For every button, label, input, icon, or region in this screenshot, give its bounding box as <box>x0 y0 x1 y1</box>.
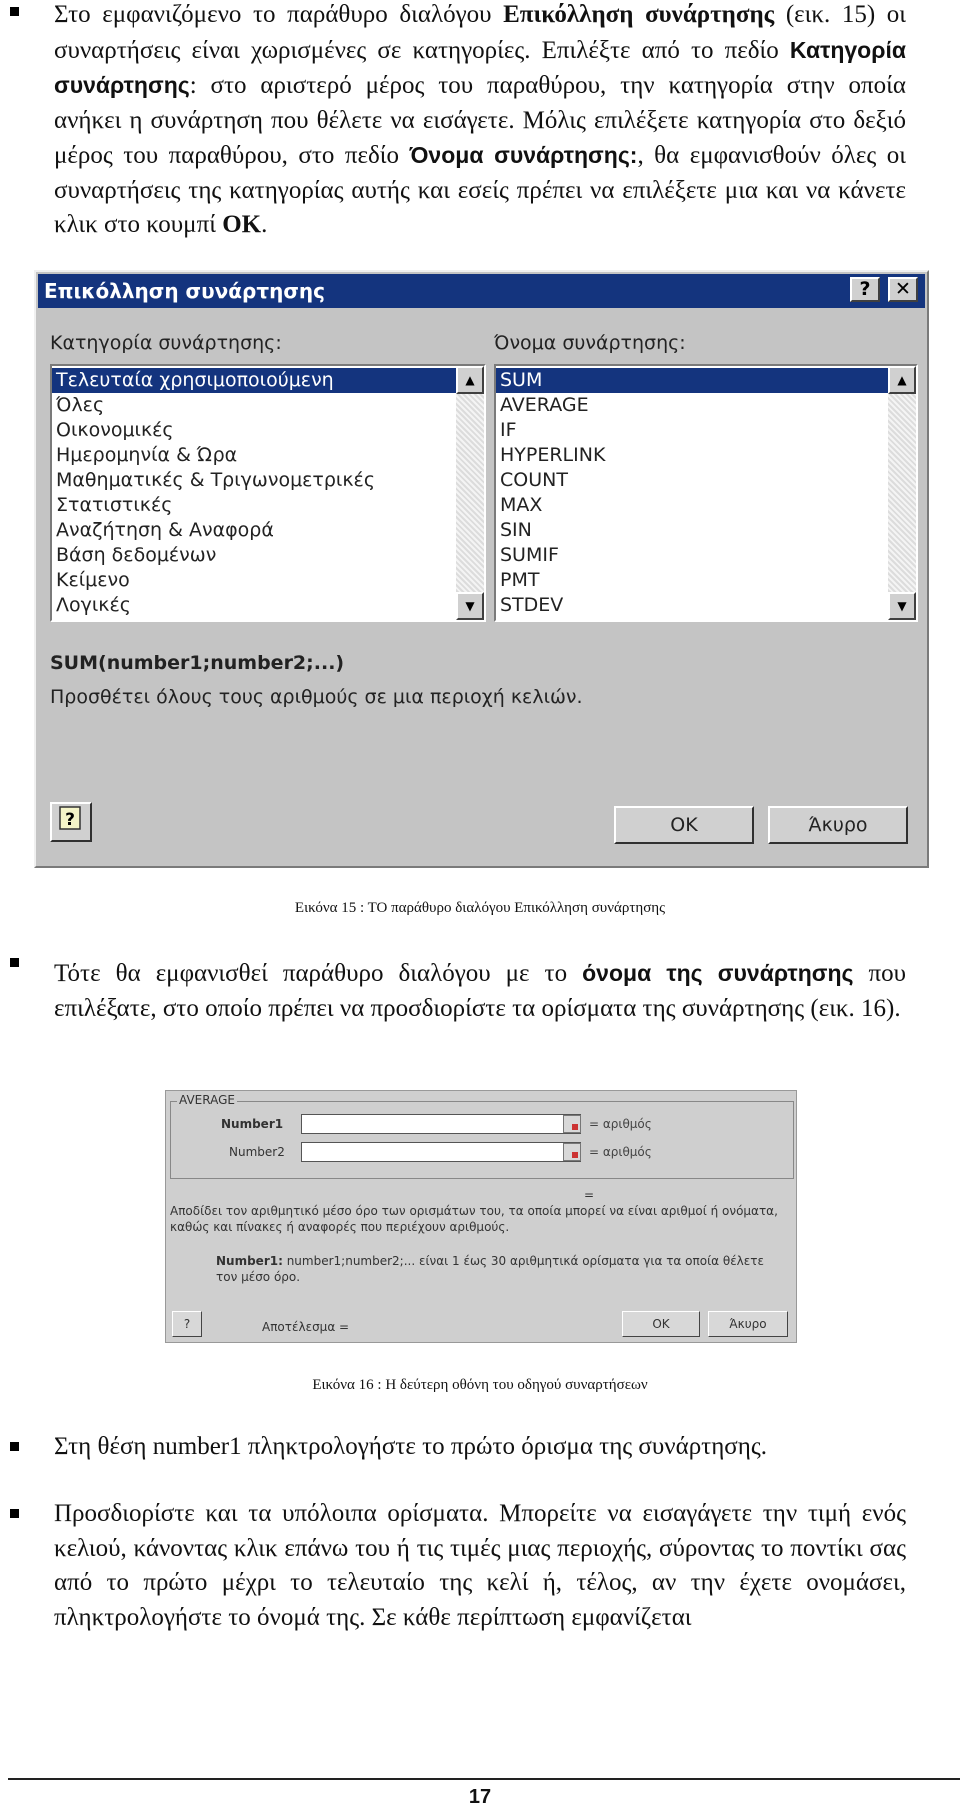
number1-label: Number1 <box>221 1117 284 1131</box>
number2-result: = αριθμός <box>589 1145 652 1159</box>
function-list-item[interactable]: STDEV <box>500 594 564 616</box>
function-list-item[interactable]: SUMIF <box>500 544 559 566</box>
category-list-item[interactable]: Στατιστικές <box>56 494 173 516</box>
function-name-label: Όνομα συνάρτησης: <box>494 332 686 354</box>
category-list-item[interactable]: Τελευταία χρησιμοποιούμενη <box>52 368 456 393</box>
paste-function-dialog <box>34 270 929 868</box>
group-title: AVERAGE <box>179 1093 235 1107</box>
function-list-item[interactable]: MAX <box>500 494 543 516</box>
arguments-group <box>170 1093 794 1179</box>
collapse-dialog-icon[interactable] <box>563 1143 581 1161</box>
category-listbox[interactable] <box>50 364 486 622</box>
help-question-icon <box>56 804 86 834</box>
para1-bold-4: ΟΚ <box>222 211 262 238</box>
scroll-down-icon[interactable]: ▼ <box>888 592 916 620</box>
function-arguments-dialog <box>165 1090 797 1343</box>
function-description: Προσθέτει όλους τους αριθμούς σε μια περιοχή κελιών. <box>50 686 583 708</box>
ok-button[interactable]: OK <box>614 806 754 844</box>
para1-text-4: , θα εμφανισθούν όλες οι συναρτήσεις της κατηγορίας αυτής και εσείς πρέπει να επιλέξετε μια και να κάνετε κλικ στο κουμπί <box>54 142 906 238</box>
para1-bold-3: Όνομα συνάρτησης: <box>409 142 638 168</box>
number1-input[interactable] <box>301 1114 581 1134</box>
scroll-up-icon[interactable]: ▲ <box>456 366 484 394</box>
close-titlebar-button[interactable]: ✕ <box>888 277 918 302</box>
function-list-item[interactable]: SUM <box>496 368 888 393</box>
bullet-2 <box>10 958 19 967</box>
function-list-item[interactable]: HYPERLINK <box>500 444 606 466</box>
cancel-button[interactable]: Άκυρο <box>708 1311 788 1337</box>
scroll-down-icon[interactable]: ▼ <box>456 592 484 620</box>
category-list-item[interactable]: Όλες <box>56 394 105 416</box>
category-list-item[interactable]: Μαθηματικές & Τριγωνομετρικές <box>56 469 375 491</box>
collapse-dialog-icon[interactable] <box>563 1115 581 1133</box>
para1-text-2: (εικ. 15) οι συναρτήσεις είναι χωρισμένες σε κατηγορίες. Επιλέξτε από το πεδίο <box>54 1 906 64</box>
function-list <box>496 368 888 618</box>
cancel-button[interactable]: Άκυρο <box>768 806 908 844</box>
para1-text-1: Στο εμφανιζόμενο το παράθυρο διαλόγου <box>54 1 504 28</box>
function-name-listbox[interactable] <box>494 364 918 622</box>
function-list-item[interactable]: SIN <box>500 519 532 541</box>
para2-text-1: Τότε θα εμφανισθεί παράθυρο διαλόγου με το <box>54 960 583 987</box>
number2-label: Number2 <box>229 1145 285 1159</box>
dialog-titlebar <box>38 274 925 308</box>
total-equals: = <box>584 1188 595 1202</box>
function-scrollbar[interactable] <box>888 366 916 620</box>
category-list-item[interactable]: Κείμενο <box>56 569 130 591</box>
paragraph-3: Στη θέση number1 πληκτρολογήστε το πρώτο όρισμα της συνάρτησης. <box>54 1433 767 1460</box>
category-list-item[interactable]: Λογικές <box>56 594 131 616</box>
para1-text-5: . <box>261 211 268 238</box>
category-list-item[interactable]: Βάση δεδομένων <box>56 544 217 566</box>
figure-16-caption: Εικόνα 16 : Η δεύτερη οθόνη του οδηγού συναρτήσεων <box>312 1377 648 1393</box>
dialog-title: Επικόλληση συνάρτησης <box>44 279 325 303</box>
paragraph-4: Προσδιορίστε και τα υπόλοιπα ορίσματα. Μπορείτε να εισαγάγετε την τιμή ενός κελιού, κάνοντας κλικ επάνω του ή τις τιμές μιας περιοχής, σύροντας το ποντίκι σας από το πρώτο μέχρι το τελευταίο της κελί ή, τέλος, αν την έχετε ονομάσει, πληκτρολογήστε το όνομά της. Σε κάθε περίπτωση εμφανίζεται <box>54 1500 906 1631</box>
paragraph-1 <box>54 0 906 243</box>
function-description: Αποδίδει τον αριθμητικό μέσο όρο των ορισμάτων του, τα οποία μπορεί να είναι αριθμοί ή ονόματα, καθώς και πίνακες ή αναφορές που περιέχουν αριθμούς. <box>170 1204 778 1234</box>
number2-input[interactable] <box>301 1142 581 1162</box>
argument-description: number1;number2;... είναι 1 έως 30 αριθμητικά ορίσματα για τα οποία θέλετε τον μέσο όρο. <box>216 1254 764 1284</box>
ok-button[interactable]: OK <box>622 1311 700 1337</box>
function-list-item[interactable]: COUNT <box>500 469 568 491</box>
number1-result: = αριθμός <box>589 1117 652 1131</box>
category-list <box>52 368 456 618</box>
bullet-1 <box>10 7 19 16</box>
category-list-item[interactable]: Ημερομηνία & Ώρα <box>56 444 238 466</box>
category-list-item[interactable]: Αναζήτηση & Αναφορά <box>56 519 274 541</box>
result-label: Αποτέλεσμα = <box>262 1320 350 1334</box>
bullet-4 <box>10 1509 19 1518</box>
help-button[interactable]: ? <box>172 1311 202 1337</box>
bullet-3 <box>10 1442 19 1451</box>
category-list-item[interactable]: Οικονομικές <box>56 419 174 441</box>
function-list-item[interactable]: AVERAGE <box>500 394 589 416</box>
footer-rule <box>8 1778 960 1780</box>
category-scrollbar[interactable] <box>456 366 484 620</box>
scroll-up-icon[interactable]: ▲ <box>888 366 916 394</box>
para2-text-2: που επιλέξατε, στο οποίο πρέπει να προσδιορίστε τα ορίσματα της συνάρτησης (εικ. 16). <box>54 960 907 1022</box>
function-list-item[interactable]: IF <box>500 419 517 441</box>
para1-bold-2: Κατηγορία συνάρτησης <box>54 36 906 98</box>
office-assistant-button[interactable] <box>50 802 92 842</box>
category-label: Κατηγορία συνάρτησης: <box>50 332 282 354</box>
help-titlebar-button[interactable]: ? <box>850 277 880 302</box>
para1-text-3: : στο αριστερό μέρος του παραθύρου, την κατηγορία στην οποία ανήκει η συνάρτηση που θέλετε να εισάγετε. Μόλις επιλέξετε κατηγορία στο δεξιό μέρος του παραθύρου, στο πεδίο <box>54 72 906 169</box>
para2-bold-1: όνομα της συνάρτησης <box>582 960 854 986</box>
svg-text:?: ? <box>65 810 75 830</box>
function-syntax: SUM(number1;number2;...) <box>50 652 345 674</box>
function-list-item[interactable]: PMT <box>500 569 540 591</box>
argument-name: Number1: <box>216 1254 283 1268</box>
page-number: 17 <box>468 1786 492 1808</box>
paragraph-2 <box>54 956 906 1026</box>
figure-15-caption: Εικόνα 15 : ΤΟ παράθυρο διαλόγου Επικόλληση συνάρτησης <box>294 900 666 916</box>
para1-bold-1: Επικόλληση συνάρτησης <box>503 1 775 28</box>
argument-help <box>216 1253 776 1285</box>
